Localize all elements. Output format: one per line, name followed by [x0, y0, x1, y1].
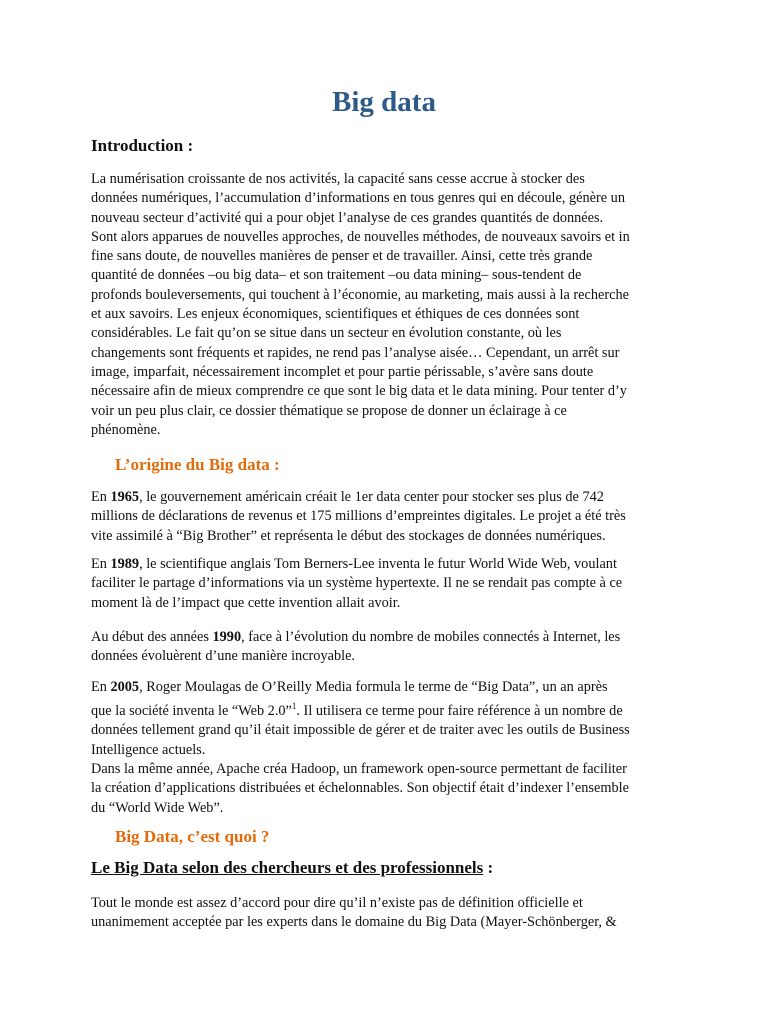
intro-paragraph: [91, 170, 691, 440]
intro-line: quantité de données –ou big data– et son traitement –ou data mining– sous-tendent de: [91, 267, 582, 284]
paragraph-line: moment là de l’impact que cette invention allait avoir.: [91, 594, 401, 611]
intro-line: La numérisation croissante de nos activités, la capacité sans cesse accrue à stocker des: [91, 171, 585, 187]
paragraph-line: du “World Wide Web”.: [91, 799, 224, 816]
paragraph-1965: [91, 488, 691, 546]
paragraph-line: Intelligence actuels.: [91, 741, 206, 758]
year-1965: 1965: [110, 489, 140, 505]
paragraph-line: données tellement grand qu’il était impossible de gérer et de traiter avec les outils de Business: [91, 722, 630, 739]
year-1990: 1990: [212, 629, 242, 645]
year-2005: 2005: [110, 679, 140, 695]
paragraph-line: données évoluèrent d’une manière incroyable.: [91, 648, 355, 665]
paragraph-line: vite assimilé à “Big Brother” et représenta le début des stockages de données numériques.: [91, 527, 606, 544]
paragraph-line: En 1989, le scientifique anglais Tom Berners-Lee inventa le futur World Wide Web, voulant: [91, 556, 617, 572]
footnote-marker: 1: [291, 701, 297, 712]
intro-line: voir un peu plus clair, ce dossier thématique se propose de donner un éclairage à ce: [91, 402, 567, 419]
paragraph-line: que la société inventa le “Web 2.0”$^1$. Il utilisera ce terme pour faire référence à un nombre de: [91, 701, 623, 720]
year-1989: 1989: [110, 556, 140, 572]
intro-line: image, imparfait, nécessairement incomplet et pour partie périssable, s’avère sans doute: [91, 363, 594, 380]
intro-line: profonds bouleversements, qui touchent à l’économie, au marketing, mais aussi à la recherche: [91, 286, 629, 303]
paragraph-line: Dans la même année, Apache créa Hadoop, un framework open-source permettant de faciliter: [91, 760, 627, 777]
intro-line: Sont alors apparues de nouvelles approches, de nouvelles méthodes, de nouveaux savoirs et in: [91, 228, 630, 245]
paragraph-line: Au début des années 1990, face à l’évolution du nombre de mobiles connectés à Internet, les: [91, 629, 621, 645]
intro-line: changements sont fréquents et rapides, ne rend pas l’analyse aisée… Cependant, un arrêt sur: [91, 344, 620, 361]
paragraph-line: Tout le monde est assez d’accord pour dire qu’il n’existe pas de définition officielle et: [91, 895, 583, 911]
intro-line: phénomène.: [91, 421, 161, 438]
intro-line: données numériques, l’accumulation d’informations en tous genres qui en découle, génère un: [91, 190, 625, 207]
paragraph-1990: [91, 628, 691, 667]
intro-line: considérables. Le fait qu’on se situe dans un secteur en évolution constante, où les: [91, 325, 562, 342]
what-heading: Big Data, c’est quoi ?: [115, 827, 270, 846]
paragraph-line: En 2005, Roger Moulagas de O’Reilly Media formula le terme de “Big Data”, un an après: [91, 679, 608, 695]
paragraph-line: unanimement acceptée par les experts dans le domaine du Big Data (Mayer-Schönberger, &: [91, 914, 617, 931]
intro-heading: Introduction :: [91, 136, 194, 155]
intro-line: fine sans doute, de nouvelles manières de penser et de travailler. Ainsi, cette très grande: [91, 248, 593, 265]
origin-heading: L’origine du Big data :: [115, 455, 280, 474]
paragraph-1989: [91, 555, 691, 613]
paragraph-line: millions de déclarations de revenus et 175 millions d’empreintes digitales. Le projet a été très: [91, 508, 626, 525]
paragraph-line: En 1965, le gouvernement américain créait le 1er data center pour stocker ses plus de 742: [91, 489, 604, 505]
intro-line: nécessaire afin de mieux comprendre ce que sont le big data et le data mining. Pour tenter d’y: [91, 383, 627, 400]
paragraph-line: la création d’applications distribuées et échelonnables. Son objectif était d’indexer l’ensemble: [91, 780, 629, 797]
researchers-heading: Le Big Data selon des chercheurs et des professionnels :: [91, 858, 494, 877]
definition-paragraph: [91, 894, 691, 933]
intro-line: nouveau secteur d’activité qui a pour objet l’analyse de ces grandes quantités de données.: [91, 209, 604, 226]
paragraph-2005: [91, 678, 691, 818]
intro-line: et aux savoirs. Les enjeux économiques, scientifiques et éthiques de ces données sont: [91, 306, 580, 323]
page-title: Big data: [332, 86, 436, 118]
paragraph-line: faciliter le partage d’informations via un système hypertexte. Il ne se rendait pas compte à ce: [91, 575, 623, 592]
